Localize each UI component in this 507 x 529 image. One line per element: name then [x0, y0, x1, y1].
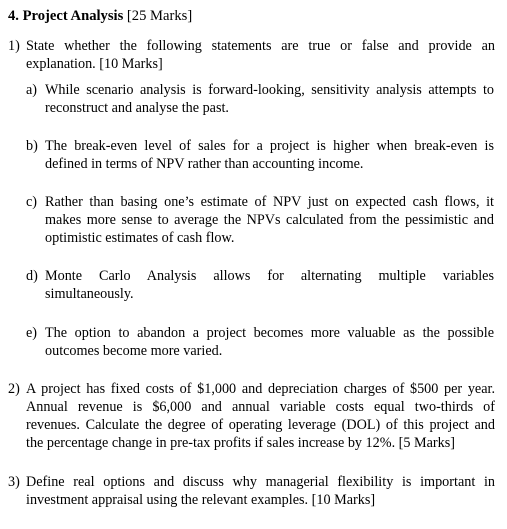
- item-a-line-1: While scenario analysis is forward-looking, sensitivity analysis attempts to: [45, 82, 494, 98]
- item-c-label: c): [26, 194, 38, 210]
- question-1-line-1: State whether the following statements are true or false and provide an: [26, 38, 495, 54]
- item-e-label: e): [26, 325, 38, 341]
- section-title: 4. Project Analysis: [8, 8, 124, 24]
- section-marks: [25 Marks]: [126, 8, 193, 24]
- section-heading: [8, 7, 192, 25]
- question-3-number: 3): [8, 474, 20, 490]
- item-b-line-1: The break-even level of sales for a project is higher when break-even is: [45, 138, 494, 154]
- question-2-line-2: Annual revenue is $6,000 and annual variable costs equal two-thirds of: [26, 399, 495, 415]
- item-e-text: [45, 324, 494, 360]
- item-d-line-2: simultaneously.: [45, 286, 134, 302]
- item-b-text: [45, 137, 494, 173]
- item-d-line-1: Monte Carlo Analysis allows for alternating multiple variables: [45, 268, 494, 284]
- item-b-line-2: defined in terms of NPV rather than accounting income.: [45, 156, 364, 172]
- question-2-line-1: A project has fixed costs of $1,000 and depreciation charges of $500 per year.: [26, 381, 495, 397]
- item-d-label: d): [26, 268, 38, 284]
- question-3-line-1: Define real options and discuss why managerial flexibility is important in: [26, 474, 495, 490]
- item-a-label: a): [26, 82, 38, 98]
- item-e-line-2: outcomes become more varied.: [45, 343, 223, 359]
- item-c-text: [45, 193, 494, 247]
- question-2-text: [26, 380, 495, 452]
- item-a-line-2: reconstruct and analyse the past.: [45, 100, 229, 116]
- item-c-line-1: Rather than basing one’s estimate of NPV just on expected cash flows, it: [45, 194, 494, 210]
- question-2-number: 2): [8, 381, 20, 397]
- item-b-label: b): [26, 138, 38, 154]
- question-1-text: [26, 37, 495, 73]
- item-c-line-3: optimistic estimates of cash flow.: [45, 230, 235, 246]
- item-d-text: [45, 267, 494, 303]
- item-e-line-1: The option to abandon a project becomes more valuable as the possible: [45, 325, 494, 341]
- question-1-number: 1): [8, 38, 20, 54]
- question-2-line-4: the percentage change in pre-tax profits if sales increase by 12%. [5 Marks]: [26, 435, 455, 451]
- question-3-line-2: investment appraisal using the relevant examples. [10 Marks]: [26, 492, 376, 508]
- question-2-line-3: revenues. Calculate the degree of operating leverage (DOL) of this project and: [26, 417, 495, 433]
- question-1-line-2: explanation. [10 Marks]: [26, 56, 163, 72]
- item-c-line-2: makes more sense to average the NPVs calculated from the pessimistic and: [45, 212, 494, 228]
- item-a-text: [45, 81, 494, 117]
- question-3-text: [26, 473, 495, 509]
